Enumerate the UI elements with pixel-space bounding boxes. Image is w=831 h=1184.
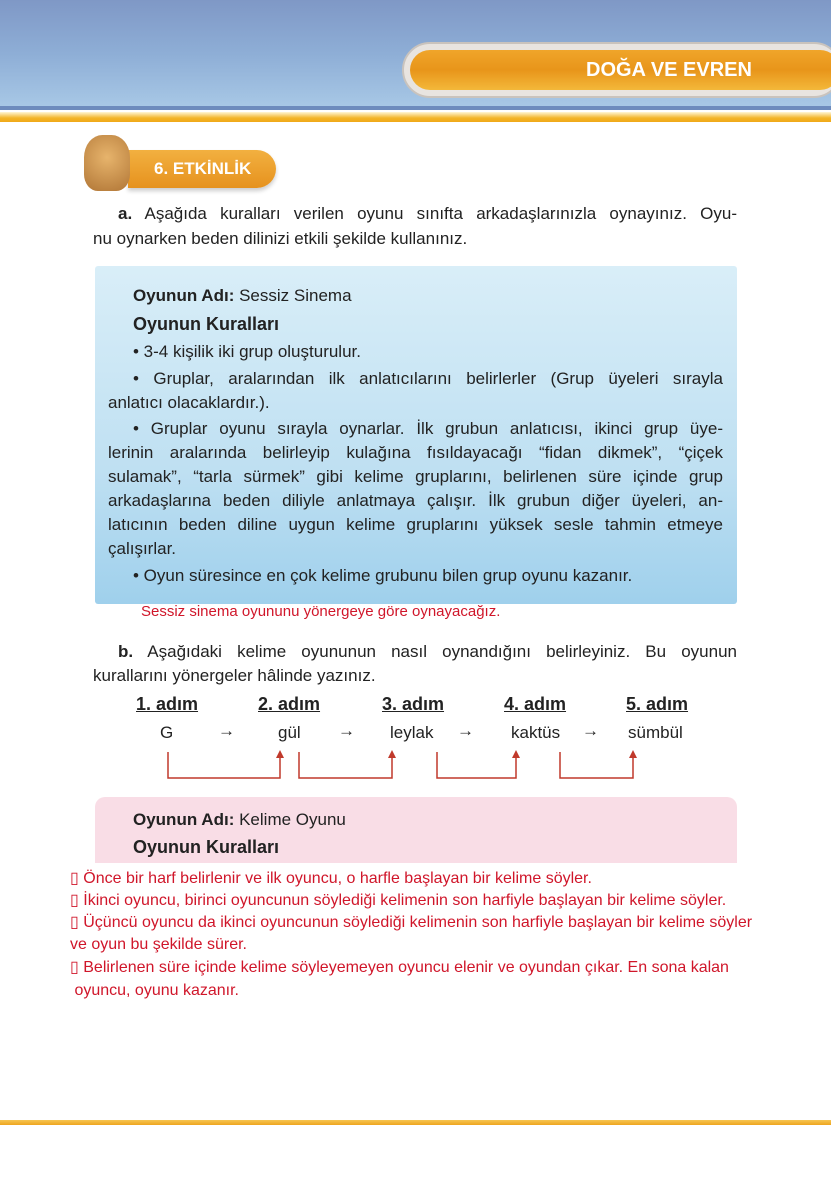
part-a-line-2: nu oynarken beden dilinizi etkili şekilde kullanınız. <box>93 229 468 248</box>
rule-line: • Gruplar, aralarından ilk anlatıcılarını belirlerler (Grup üyeleri sırayla <box>133 369 723 388</box>
step-word: G <box>160 723 174 742</box>
step-label: 5. adım <box>626 694 689 714</box>
rule-line: sulamak”, “tarla sürmek” gibi kelime gruplarını, belirlenen süre içinde grup <box>108 467 723 486</box>
answer-b-line: ve oyun bu şekilde sürer. <box>70 936 247 953</box>
rule-line: anlatıcı olacaklardır.). <box>108 393 270 412</box>
game2-name <box>133 809 346 831</box>
game-name: Sessiz Sinema <box>239 286 352 305</box>
step-label: 1. adım <box>136 694 199 714</box>
activity-badge: 6. ETKİNLİK <box>128 150 276 188</box>
rule-line: çalışırlar. <box>108 539 177 558</box>
arrow-icon: → <box>338 721 355 740</box>
arrow-icon: → <box>457 721 474 740</box>
part-a-text: Aşağıda kuralları verilen oyunu sınıfta arkadaşlarınızla oynayınız. Oyu- <box>144 204 737 223</box>
footer-stripe <box>0 1120 831 1125</box>
step-word: kaktüs <box>511 723 561 742</box>
answer-b-line: oyuncu, oyunu kazanır. <box>70 982 239 999</box>
rule-line: • Oyun süresince en çok kelime grubunu bilen grup oyunu kazanır. <box>133 566 633 585</box>
answer-b-line: ▯ İkinci oyuncu, birinci oyuncunun söylediği kelimenin son harfiyle başlayan bir kelime söyler. <box>70 892 727 909</box>
answer-a: Sessiz sinema oyununu yönergeye göre oynayacağız. <box>141 603 501 620</box>
name-label: Oyunun Adı: <box>133 286 235 305</box>
game1-rules-title: Oyunun Kuralları <box>133 314 280 334</box>
part-b-line-2: kurallarını yönergeler hâlinde yazınız. <box>93 666 376 685</box>
connector-2 <box>299 752 392 778</box>
step-label: 4. adım <box>504 694 567 714</box>
answer-b-line: ▯ Önce bir harf belirlenir ve ilk oyuncu, o harfle başlayan bir kelime söyler. <box>70 870 592 887</box>
connector-1 <box>168 752 280 778</box>
name-label: Oyunun Adı: <box>133 810 235 829</box>
step-word: gül <box>278 723 301 742</box>
rule-line: latıcının beden diline uygun kelime gruplarını yüksek sesle tahmin etmeye <box>108 515 723 534</box>
step-label: 2. adım <box>258 694 321 714</box>
game-name: Kelime Oyunu <box>239 810 346 829</box>
connector-4 <box>560 752 633 778</box>
unit-title: DOĞA VE EVREN <box>410 50 831 90</box>
arrow-icon: → <box>582 721 599 740</box>
step-word: leylak <box>390 723 434 742</box>
rule-line: • 3-4 kişilik iki grup oluşturulur. <box>133 342 361 361</box>
part-b-letter: b. <box>118 642 134 661</box>
part-b-text: Aşağıdaki kelime oyununun nasıl oynandığını belirleyiniz. Bu oyunun <box>147 642 737 661</box>
rule-line: • Gruplar oyunu sırayla oynarlar. İlk grubun anlatıcısı, ikinci grup üye- <box>133 419 723 438</box>
game2-rules-title: Oyunun Kuralları <box>133 837 280 857</box>
rule-line: arkadaşlarına beden diliyle anlatmaya çalışır. İlk grubun diğer üyeleri, an- <box>108 491 723 510</box>
step-word: sümbül <box>628 723 683 742</box>
arrow-icon: → <box>218 721 235 740</box>
answer-b-line: ▯ Belirlenen süre içinde kelime söyleyemeyen oyuncu elenir ve oyundan çıkar. En sona kalan <box>70 959 729 976</box>
rule-line: lerinin aralarında belirleyip kulağına fısıldayacağı “fidan dikmek”, “çiçek <box>108 443 723 462</box>
part-a-letter: a. <box>118 204 133 223</box>
answer-b-line: ▯ Üçüncü oyuncu da ikinci oyuncunun söylediği kelimenin son harfiyle başlayan bir kelime söyler <box>70 914 753 931</box>
connector-3 <box>437 752 516 778</box>
step-label: 3. adım <box>382 694 445 714</box>
